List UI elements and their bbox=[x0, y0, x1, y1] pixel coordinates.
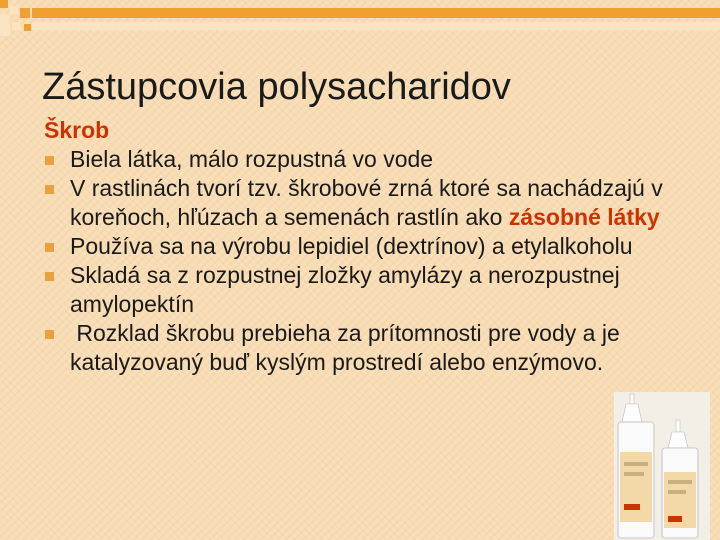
bullet-item bbox=[44, 145, 664, 174]
square-bullet-icon bbox=[45, 156, 54, 165]
bullet-item bbox=[44, 232, 664, 261]
bullet-list bbox=[44, 145, 664, 377]
highlight-text: zásobné látky bbox=[508, 204, 660, 230]
square-bullet-icon bbox=[45, 330, 54, 339]
bullet-item bbox=[44, 174, 664, 232]
bullet-text: Rozklad škrobu prebieha za prítomnosti pre vody a je katalyzovaný buď kyslým prostredí alebo enzýmovo. bbox=[70, 320, 627, 375]
section-heading: Škrob bbox=[44, 117, 110, 143]
bullet-text: Skladá sa z rozpustnej zložky amylázy a nerozpustnej amylopektín bbox=[70, 262, 620, 317]
square-bullet-icon bbox=[45, 243, 54, 252]
bullet-text: V rastlinách tvorí tzv. škrobové zrná ktoré sa nachádzajú v koreňoch, hľúzach a semenách rastlín ako bbox=[70, 175, 663, 230]
bullet-text: Používa sa na výrobu lepidiel (dextrínov) a etylalkoholu bbox=[70, 233, 633, 259]
glue-bottles-photo bbox=[614, 392, 710, 540]
bullet-text: Biela látka, málo rozpustná vo vode bbox=[70, 146, 434, 172]
bullet-item bbox=[44, 319, 664, 377]
square-bullet-icon bbox=[45, 185, 54, 194]
slide-title: Zástupcovia polysacharidov bbox=[42, 66, 511, 108]
top-decoration bbox=[0, 0, 720, 40]
bullet-item bbox=[44, 261, 664, 319]
slide-content bbox=[44, 116, 664, 377]
square-bullet-icon bbox=[45, 272, 54, 281]
